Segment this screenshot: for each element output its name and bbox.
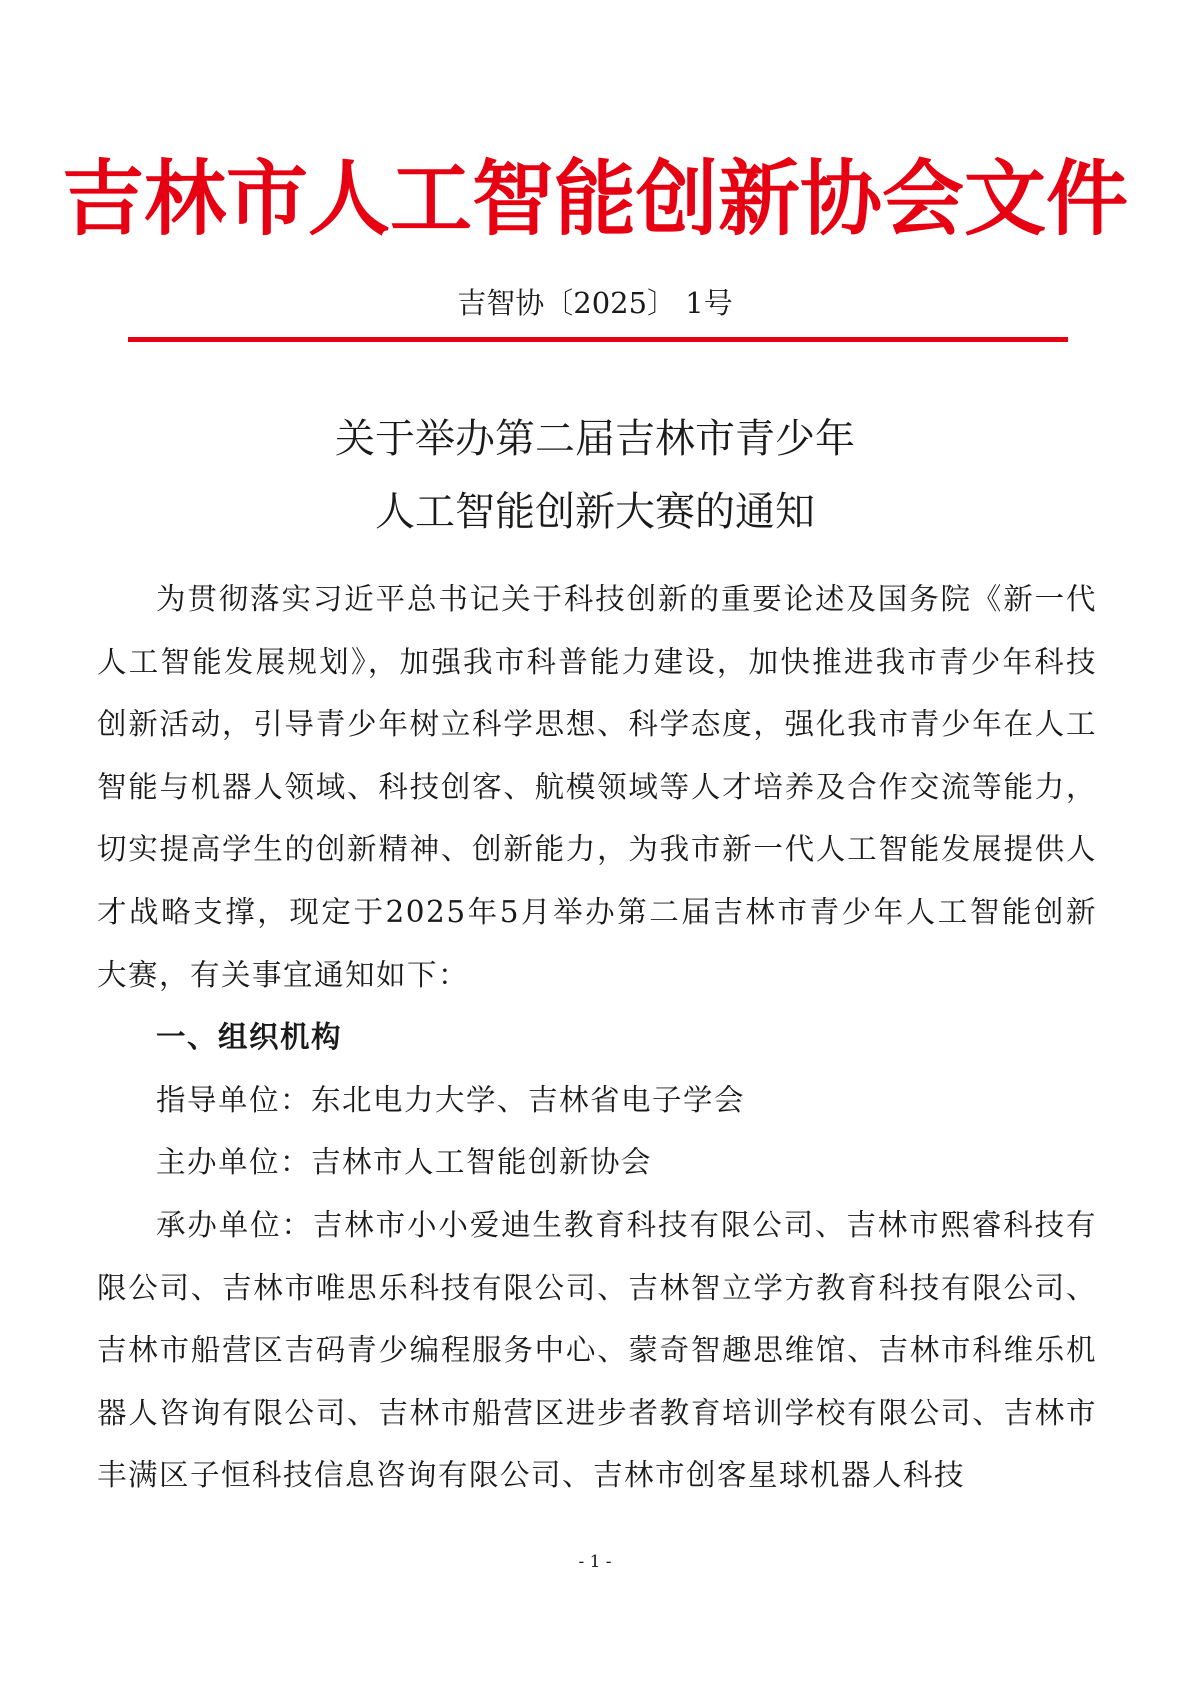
intro-paragraph: 为贯彻落实习近平总书记关于科技创新的重要论述及国务院《新一代人工智能发展规划》，加强我市科普能力建设，加快推进我市青少年科技创新活动，引导青少年树立科学思想、科学态度，强化我市青少年在人工智能与机器人领域、科技创客、航模领域等人才培养及合作交流等能力，切实提高学生的创新精神、创新能力，为我市新一代人工智能发展提供人才战略支撑，现定于2025年5月举办第二届吉林市青少年人工智能创新大赛，有关事宜通知如下： [97, 582, 1097, 992]
guidance-units-paragraph: 指导单位：东北电力大学、吉林省电子学会 [156, 1082, 746, 1117]
notice-title-line-1: 关于举办第二届吉林市青少年 [335, 416, 855, 462]
organizers-paragraph: 承办单位：吉林市小小爱迪生教育科技有限公司、吉林市熙睿科技有限公司、吉林市唯思乐科技有限公司、吉林智立学方教育科技有限公司、吉林市船营区吉码青少编程服务中心、蒙奇智趣思维馆、吉林市科维乐机器人咨询有限公司、吉林市船营区进步者教育培训学校有限公司、吉林市丰满区子恒科技信息咨询有限公司、吉林市创客星球机器人科技 [97, 1207, 1097, 1493]
red-divider [128, 337, 1068, 342]
host-unit-paragraph: 主办单位：吉林市人工智能创新协会 [156, 1145, 653, 1180]
masthead-title: 吉林市人工智能创新协会文件 [61, 152, 1128, 247]
section-heading-organization: 一、组织机构 [156, 1020, 343, 1055]
notice-title-line-2: 人工智能创新大赛的通知 [375, 489, 815, 535]
notice-body [97, 568, 1097, 1507]
document-number: 吉智协〔2025〕 1号 [457, 286, 733, 320]
page-number: - 1 - [578, 1552, 612, 1572]
